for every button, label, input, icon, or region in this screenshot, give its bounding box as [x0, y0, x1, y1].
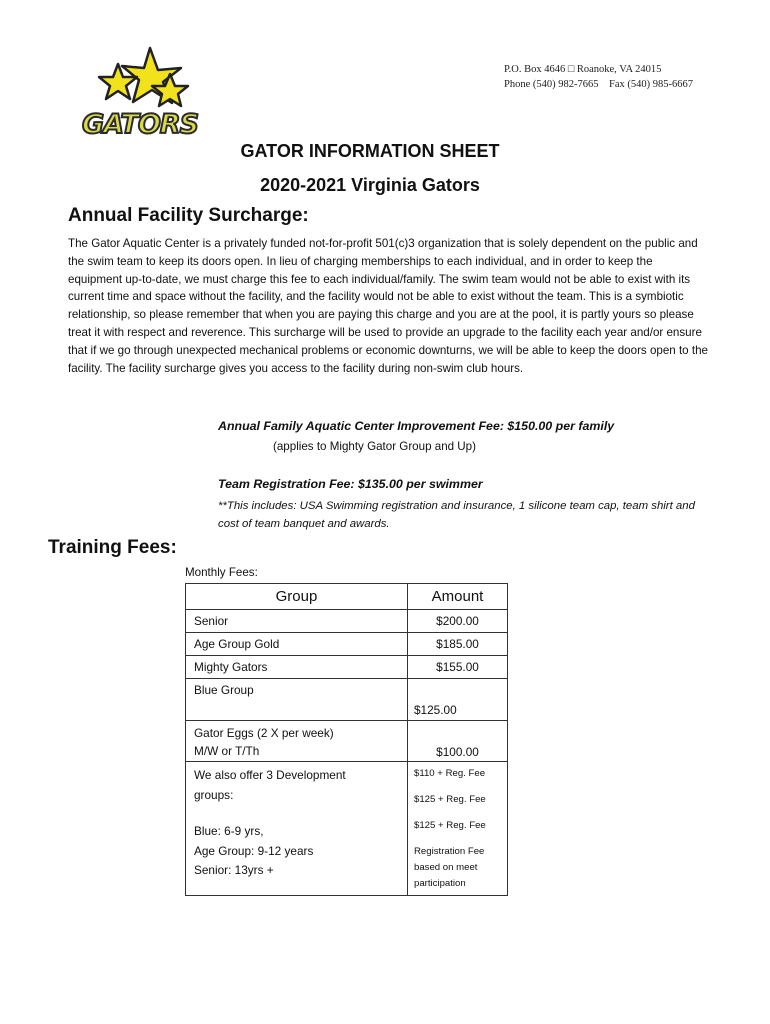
development-group-senior: Senior: 13yrs + [194, 863, 274, 877]
surcharge-heading: Annual Facility Surcharge: [68, 205, 309, 226]
development-row [186, 762, 508, 896]
logo-wordmark: GATORS [81, 109, 199, 140]
training-heading: Training Fees: [48, 537, 177, 558]
training-fees-table [185, 583, 508, 896]
monthly-label: Monthly Fees: [185, 566, 258, 579]
amount-cell: $185.00 [408, 633, 508, 656]
amount-cell: $155.00 [408, 656, 508, 679]
amount-cell: $200.00 [408, 610, 508, 633]
development-group-blue: Blue: 6-9 yrs, [194, 824, 264, 838]
development-group-age: Age Group: 9-12 years [194, 843, 314, 858]
group-cell: Senior [186, 610, 408, 633]
facility-fee-note: (applies to Mighty Gator Group and Up) [273, 440, 476, 453]
table-row [186, 656, 508, 679]
group-name: Gator Eggs (2 X per week) [194, 726, 334, 740]
table-row [186, 610, 508, 633]
group-cell: Blue Group [186, 679, 408, 721]
table-row [186, 633, 508, 656]
registration-fee-note-line: Registration Fee [414, 846, 485, 857]
development-fee: $110 + Reg. Fee [414, 768, 486, 779]
mailing-address: P.O. Box 4646 □ Roanoke, VA 24015 [504, 64, 662, 75]
group-schedule: M/W or T/Th [194, 744, 260, 758]
group-cell [186, 721, 408, 762]
table-row [186, 679, 508, 721]
season-title: 2020-2021 Virginia Gators [260, 175, 480, 195]
phone-fax: Phone (540) 982-7665 Fax (540) 985-6667 [504, 79, 693, 90]
development-intro: We also offer 3 Development [194, 768, 346, 782]
contact-info [504, 62, 693, 92]
development-fee: $125 + Reg. Fee [414, 820, 486, 831]
development-fees-cell [408, 762, 508, 896]
development-fee: $125 + Reg. Fee [414, 794, 486, 805]
stars-logo-graphic [60, 44, 220, 140]
facility-fee: Annual Family Aquatic Center Improvement Fee: $150.00 per family [218, 419, 615, 433]
amount-cell: $125.00 [408, 679, 508, 721]
page-title: GATOR INFORMATION SHEET [240, 141, 500, 161]
registration-fee: Team Registration Fee: $135.00 per swimmer [218, 477, 483, 491]
development-groups-cell [186, 762, 408, 896]
amount-cell: $100.00 [408, 721, 508, 762]
registration-fee-note: **This includes: USA Swimming registration and insurance, 1 silicone team cap, team shirt and cost of team banquet and awards. [218, 500, 695, 530]
table-row [186, 721, 508, 762]
development-intro-cont: groups: [194, 787, 234, 802]
registration-fee-note-line: participation [414, 878, 466, 889]
table-header-row [186, 584, 508, 610]
group-cell: Mighty Gators [186, 656, 408, 679]
group-cell: Age Group Gold [186, 633, 408, 656]
gators-logo [60, 44, 220, 140]
group-column-header: Group [186, 584, 408, 610]
registration-fee-note-line: based on meet [414, 862, 478, 873]
amount-column-header: Amount [408, 584, 508, 610]
surcharge-paragraph: The Gator Aquatic Center is a privately funded not-for-profit 501(c)3 organization that is solely dependent on the public and the swim team to keep its doors open. In lieu of charging memberships to each individual, and in order to keep the equipment up-to-date, we must charge this fee to each individual/family. The swim team would not be able to exist with its current time and space without the facility, and the facility would not be able to exist without the team. This is a symbiotic relationship, so please remember that when you are paying this charge and you are at the pool, it is partly yours so please treat it with respect and reverence. This surcharge will be used to provide an upgrade to the facility each year and/or ensure that if we go through unexpected mechanical problems or economic downturns, we will be able to keep the doors open to the facility. The facility surcharge gives you access to the facility during non-swim club hours. [68, 237, 708, 375]
